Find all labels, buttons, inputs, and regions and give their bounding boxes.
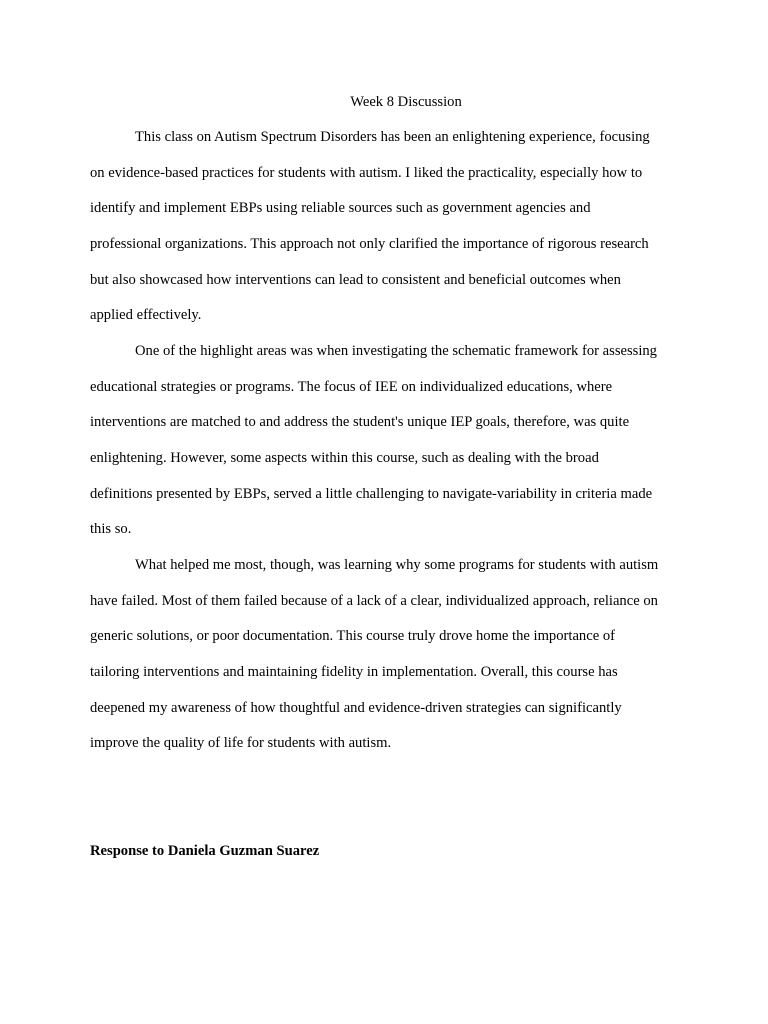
paragraph-3	[90, 548, 658, 762]
paragraph-line: enlightening. However, some aspects within this course, such as dealing with the broad	[90, 450, 599, 467]
paragraph-line: educational strategies or programs. The focus of IEE on individualized educations, where	[90, 378, 613, 395]
paragraph-line: One of the highlight areas was when investigating the schematic framework for assessing	[135, 343, 657, 359]
paragraph-line: applied effectively.	[90, 307, 202, 324]
paragraph-line: generic solutions, or poor documentation. This course truly drove home the importance of	[90, 628, 615, 645]
paragraph-line: but also showcased how interventions can lead to consistent and beneficial outcomes when	[90, 271, 621, 288]
paragraph-1	[90, 120, 650, 334]
paragraph-line: deepened my awareness of how thoughtful and evidence-driven strategies can significantly	[90, 699, 622, 716]
paragraph-line: have failed. Most of them failed because of a lack of a clear, individualized approach, reliance on	[90, 592, 658, 609]
paragraph-line: improve the quality of life for students with autism.	[90, 735, 392, 752]
paragraph-line: definitions presented by EBPs, served a little challenging to navigate-variability in criteria made	[90, 485, 653, 502]
response-heading: Response to Daniela Guzman Suarez	[90, 843, 320, 859]
paragraph-line: this so.	[90, 521, 132, 538]
paragraph-2	[90, 334, 657, 548]
paragraph-line: identify and implement EBPs using reliable sources such as government agencies and	[90, 200, 591, 217]
paragraph-line: on evidence-based practices for students with autism. I liked the practicality, especially how to	[90, 164, 643, 181]
paragraph-line: interventions are matched to and address the student's unique IEP goals, therefore, was quite	[90, 414, 630, 431]
paragraph-line: This class on Autism Spectrum Disorders has been an enlightening experience, focusing	[135, 129, 650, 145]
document-title: Week 8 Discussion	[350, 94, 462, 110]
paragraph-line: professional organizations. This approach not only clarified the importance of rigorous research	[90, 236, 649, 253]
paragraph-line: What helped me most, though, was learning why some programs for students with autism	[135, 557, 659, 573]
paragraph-line: tailoring interventions and maintaining fidelity in implementation. Overall, this course has	[90, 664, 618, 681]
